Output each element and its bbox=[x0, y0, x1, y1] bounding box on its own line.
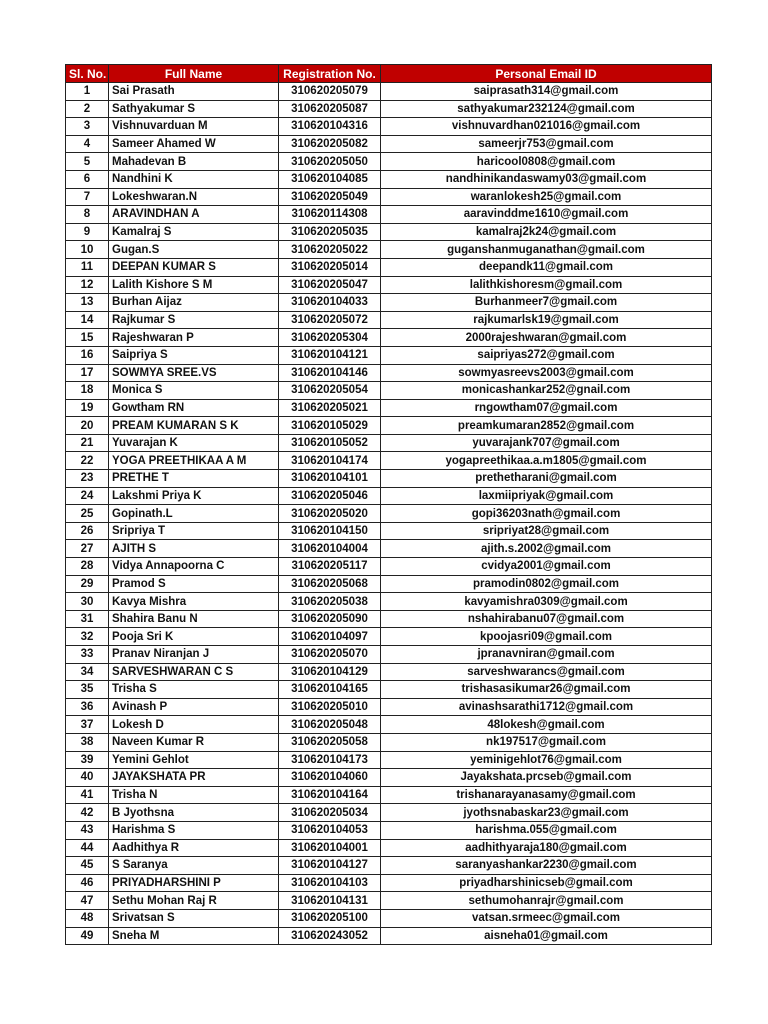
header-registration-no: Registration No. bbox=[279, 65, 381, 83]
registration-no-cell: 310620104150 bbox=[279, 522, 381, 540]
table-row bbox=[66, 100, 712, 118]
email-cell: vatsan.srmeec@gmail.com bbox=[381, 909, 712, 927]
table-row bbox=[66, 206, 712, 224]
sl-no-cell: 13 bbox=[66, 294, 109, 312]
full-name-cell: Gowtham RN bbox=[109, 399, 279, 417]
registration-no-cell: 310620205087 bbox=[279, 100, 381, 118]
sl-no-cell: 21 bbox=[66, 434, 109, 452]
full-name-cell: Rajkumar S bbox=[109, 311, 279, 329]
table-row bbox=[66, 698, 712, 716]
table-row bbox=[66, 804, 712, 822]
full-name-cell: Mahadevan B bbox=[109, 153, 279, 171]
registration-no-cell: 310620205035 bbox=[279, 223, 381, 241]
email-cell: nshahirabanu07@gmail.com bbox=[381, 610, 712, 628]
full-name-cell: Yemini Gehlot bbox=[109, 751, 279, 769]
sl-no-cell: 24 bbox=[66, 487, 109, 505]
email-cell: yuvarajank707@gmail.com bbox=[381, 434, 712, 452]
table-row bbox=[66, 118, 712, 136]
email-cell: waranlokesh25@gmail.com bbox=[381, 188, 712, 206]
email-cell: saranyashankar2230@gmail.com bbox=[381, 857, 712, 875]
sl-no-cell: 34 bbox=[66, 663, 109, 681]
table-row bbox=[66, 170, 712, 188]
email-cell: yogapreethikaa.a.m1805@gmail.com bbox=[381, 452, 712, 470]
table-row bbox=[66, 558, 712, 576]
table-row bbox=[66, 575, 712, 593]
email-cell: monicashankar252@gnail.com bbox=[381, 382, 712, 400]
sl-no-cell: 12 bbox=[66, 276, 109, 294]
registration-no-cell: 310620104085 bbox=[279, 170, 381, 188]
registration-no-cell: 310620104316 bbox=[279, 118, 381, 136]
registration-no-cell: 310620104164 bbox=[279, 786, 381, 804]
sl-no-cell: 44 bbox=[66, 839, 109, 857]
registration-no-cell: 310620104129 bbox=[279, 663, 381, 681]
sl-no-cell: 26 bbox=[66, 522, 109, 540]
sl-no-cell: 6 bbox=[66, 170, 109, 188]
sl-no-cell: 17 bbox=[66, 364, 109, 382]
registration-no-cell: 310620104131 bbox=[279, 892, 381, 910]
registration-no-cell: 310620205058 bbox=[279, 733, 381, 751]
header-email: Personal Email ID bbox=[381, 65, 712, 83]
registration-no-cell: 310620243052 bbox=[279, 927, 381, 945]
full-name-cell: Gugan.S bbox=[109, 241, 279, 259]
student-email-table bbox=[65, 64, 712, 945]
sl-no-cell: 11 bbox=[66, 258, 109, 276]
registration-no-cell: 310620205010 bbox=[279, 698, 381, 716]
registration-no-cell: 310620104033 bbox=[279, 294, 381, 312]
table-row bbox=[66, 470, 712, 488]
email-cell: harishma.055@gmail.com bbox=[381, 821, 712, 839]
full-name-cell: Sneha M bbox=[109, 927, 279, 945]
registration-no-cell: 310620104060 bbox=[279, 769, 381, 787]
table-row bbox=[66, 364, 712, 382]
table-row bbox=[66, 681, 712, 699]
registration-no-cell: 310620104165 bbox=[279, 681, 381, 699]
full-name-cell: Kavya Mishra bbox=[109, 593, 279, 611]
email-cell: aadhithyaraja180@gmail.com bbox=[381, 839, 712, 857]
email-cell: saipriyas272@gmail.com bbox=[381, 346, 712, 364]
registration-no-cell: 310620205304 bbox=[279, 329, 381, 347]
email-cell: sameerjr753@gmail.com bbox=[381, 135, 712, 153]
email-cell: sarveshwarancs@gmail.com bbox=[381, 663, 712, 681]
sl-no-cell: 23 bbox=[66, 470, 109, 488]
full-name-cell: Vishnuvarduan M bbox=[109, 118, 279, 136]
email-cell: laxmiipriyak@gmail.com bbox=[381, 487, 712, 505]
email-cell: kavyamishra0309@gmail.com bbox=[381, 593, 712, 611]
table-row bbox=[66, 646, 712, 664]
registration-no-cell: 310620104121 bbox=[279, 346, 381, 364]
table-row bbox=[66, 399, 712, 417]
sl-no-cell: 29 bbox=[66, 575, 109, 593]
table-row bbox=[66, 909, 712, 927]
sl-no-cell: 46 bbox=[66, 874, 109, 892]
table-row bbox=[66, 821, 712, 839]
registration-no-cell: 310620205048 bbox=[279, 716, 381, 734]
full-name-cell: Srivatsan S bbox=[109, 909, 279, 927]
sl-no-cell: 28 bbox=[66, 558, 109, 576]
email-cell: sowmyasreevs2003@gmail.com bbox=[381, 364, 712, 382]
full-name-cell: AJITH S bbox=[109, 540, 279, 558]
email-cell: kamalraj2k24@gmail.com bbox=[381, 223, 712, 241]
table-row bbox=[66, 311, 712, 329]
table-row bbox=[66, 540, 712, 558]
email-cell: nk197517@gmail.com bbox=[381, 733, 712, 751]
email-cell: haricool0808@gmail.com bbox=[381, 153, 712, 171]
sl-no-cell: 8 bbox=[66, 206, 109, 224]
email-cell: avinashsarathi1712@gmail.com bbox=[381, 698, 712, 716]
table-row bbox=[66, 434, 712, 452]
sl-no-cell: 35 bbox=[66, 681, 109, 699]
full-name-cell: Kamalraj S bbox=[109, 223, 279, 241]
email-cell: trishasasikumar26@gmail.com bbox=[381, 681, 712, 699]
table-row bbox=[66, 716, 712, 734]
table-row bbox=[66, 733, 712, 751]
email-cell: guganshanmuganathan@gmail.com bbox=[381, 241, 712, 259]
email-cell: cvidya2001@gmail.com bbox=[381, 558, 712, 576]
table-row bbox=[66, 593, 712, 611]
registration-no-cell: 310620205082 bbox=[279, 135, 381, 153]
table-row bbox=[66, 135, 712, 153]
sl-no-cell: 4 bbox=[66, 135, 109, 153]
full-name-cell: Pranav Niranjan J bbox=[109, 646, 279, 664]
full-name-cell: Trisha S bbox=[109, 681, 279, 699]
registration-no-cell: 310620104097 bbox=[279, 628, 381, 646]
table-row bbox=[66, 522, 712, 540]
table-row bbox=[66, 417, 712, 435]
email-cell: sripriyat28@gmail.com bbox=[381, 522, 712, 540]
sl-no-cell: 25 bbox=[66, 505, 109, 523]
full-name-cell: Aadhithya R bbox=[109, 839, 279, 857]
full-name-cell: Vidya Annapoorna C bbox=[109, 558, 279, 576]
full-name-cell: Sethu Mohan Raj R bbox=[109, 892, 279, 910]
table-row bbox=[66, 382, 712, 400]
sl-no-cell: 20 bbox=[66, 417, 109, 435]
full-name-cell: Lokesh D bbox=[109, 716, 279, 734]
registration-no-cell: 310620205049 bbox=[279, 188, 381, 206]
registration-no-cell: 310620205068 bbox=[279, 575, 381, 593]
sl-no-cell: 30 bbox=[66, 593, 109, 611]
email-cell: aisneha01@gmail.com bbox=[381, 927, 712, 945]
full-name-cell: Pooja Sri K bbox=[109, 628, 279, 646]
email-cell: preamkumaran2852@gmail.com bbox=[381, 417, 712, 435]
header-full-name: Full Name bbox=[109, 65, 279, 83]
table-row bbox=[66, 505, 712, 523]
registration-no-cell: 310620104004 bbox=[279, 540, 381, 558]
registration-no-cell: 310620205070 bbox=[279, 646, 381, 664]
full-name-cell: PRIYADHARSHINI P bbox=[109, 874, 279, 892]
email-cell: priyadharshinicseb@gmail.com bbox=[381, 874, 712, 892]
email-cell: Burhanmeer7@gmail.com bbox=[381, 294, 712, 312]
full-name-cell: SARVESHWARAN C S bbox=[109, 663, 279, 681]
full-name-cell: Gopinath.L bbox=[109, 505, 279, 523]
sl-no-cell: 31 bbox=[66, 610, 109, 628]
sl-no-cell: 22 bbox=[66, 452, 109, 470]
table-row bbox=[66, 83, 712, 101]
email-cell: deepandk11@gmail.com bbox=[381, 258, 712, 276]
registration-no-cell: 310620104127 bbox=[279, 857, 381, 875]
email-cell: trishanarayanasamy@gmail.com bbox=[381, 786, 712, 804]
email-cell: gopi36203nath@gmail.com bbox=[381, 505, 712, 523]
sl-no-cell: 40 bbox=[66, 769, 109, 787]
sl-no-cell: 2 bbox=[66, 100, 109, 118]
full-name-cell: Rajeshwaran P bbox=[109, 329, 279, 347]
sl-no-cell: 45 bbox=[66, 857, 109, 875]
full-name-cell: Sai Prasath bbox=[109, 83, 279, 101]
registration-no-cell: 310620205050 bbox=[279, 153, 381, 171]
sl-no-cell: 7 bbox=[66, 188, 109, 206]
email-cell: saiprasath314@gmail.com bbox=[381, 83, 712, 101]
email-cell: sathyakumar232124@gmail.com bbox=[381, 100, 712, 118]
registration-no-cell: 310620104053 bbox=[279, 821, 381, 839]
table-row bbox=[66, 188, 712, 206]
table-row bbox=[66, 223, 712, 241]
table-row bbox=[66, 839, 712, 857]
table-row bbox=[66, 241, 712, 259]
email-cell: rngowtham07@gmail.com bbox=[381, 399, 712, 417]
full-name-cell: Saipriya S bbox=[109, 346, 279, 364]
table-row bbox=[66, 892, 712, 910]
sl-no-cell: 27 bbox=[66, 540, 109, 558]
email-cell: rajkumarlsk19@gmail.com bbox=[381, 311, 712, 329]
registration-no-cell: 310620205038 bbox=[279, 593, 381, 611]
table-row bbox=[66, 751, 712, 769]
registration-no-cell: 310620105052 bbox=[279, 434, 381, 452]
sl-no-cell: 3 bbox=[66, 118, 109, 136]
registration-no-cell: 310620205054 bbox=[279, 382, 381, 400]
email-cell: yeminigehlot76@gmail.com bbox=[381, 751, 712, 769]
sl-no-cell: 49 bbox=[66, 927, 109, 945]
full-name-cell: Naveen Kumar R bbox=[109, 733, 279, 751]
email-cell: prethetharani@gmail.com bbox=[381, 470, 712, 488]
registration-no-cell: 310620205034 bbox=[279, 804, 381, 822]
sl-no-cell: 36 bbox=[66, 698, 109, 716]
full-name-cell: B Jyothsna bbox=[109, 804, 279, 822]
email-cell: 48lokesh@gmail.com bbox=[381, 716, 712, 734]
full-name-cell: Monica S bbox=[109, 382, 279, 400]
sl-no-cell: 14 bbox=[66, 311, 109, 329]
email-cell: Jayakshata.prcseb@gmail.com bbox=[381, 769, 712, 787]
registration-no-cell: 310620205090 bbox=[279, 610, 381, 628]
sl-no-cell: 10 bbox=[66, 241, 109, 259]
table-row bbox=[66, 153, 712, 171]
full-name-cell: Pramod S bbox=[109, 575, 279, 593]
table-row bbox=[66, 258, 712, 276]
full-name-cell: JAYAKSHATA PR bbox=[109, 769, 279, 787]
registration-no-cell: 310620205117 bbox=[279, 558, 381, 576]
sl-no-cell: 9 bbox=[66, 223, 109, 241]
full-name-cell: Shahira Banu N bbox=[109, 610, 279, 628]
sl-no-cell: 15 bbox=[66, 329, 109, 347]
table-row bbox=[66, 610, 712, 628]
table-row bbox=[66, 294, 712, 312]
registration-no-cell: 310620104173 bbox=[279, 751, 381, 769]
email-cell: kpoojasri09@gmail.com bbox=[381, 628, 712, 646]
table-row bbox=[66, 487, 712, 505]
email-cell: 2000rajeshwaran@gmail.com bbox=[381, 329, 712, 347]
sl-no-cell: 38 bbox=[66, 733, 109, 751]
sl-no-cell: 43 bbox=[66, 821, 109, 839]
registration-no-cell: 310620205047 bbox=[279, 276, 381, 294]
email-cell: sethumohanrajr@gmail.com bbox=[381, 892, 712, 910]
sl-no-cell: 18 bbox=[66, 382, 109, 400]
registration-no-cell: 310620205020 bbox=[279, 505, 381, 523]
sl-no-cell: 5 bbox=[66, 153, 109, 171]
registration-no-cell: 310620205100 bbox=[279, 909, 381, 927]
sl-no-cell: 19 bbox=[66, 399, 109, 417]
full-name-cell: Harishma S bbox=[109, 821, 279, 839]
registration-no-cell: 310620205021 bbox=[279, 399, 381, 417]
full-name-cell: Lalith Kishore S M bbox=[109, 276, 279, 294]
table-row bbox=[66, 628, 712, 646]
registration-no-cell: 310620105029 bbox=[279, 417, 381, 435]
table-row bbox=[66, 769, 712, 787]
registration-no-cell: 310620104103 bbox=[279, 874, 381, 892]
sl-no-cell: 47 bbox=[66, 892, 109, 910]
registration-no-cell: 310620104174 bbox=[279, 452, 381, 470]
full-name-cell: YOGA PREETHIKAA A M bbox=[109, 452, 279, 470]
registration-no-cell: 310620205022 bbox=[279, 241, 381, 259]
full-name-cell: Lakshmi Priya K bbox=[109, 487, 279, 505]
table-row bbox=[66, 276, 712, 294]
full-name-cell: PRETHE T bbox=[109, 470, 279, 488]
table-row bbox=[66, 927, 712, 945]
registration-no-cell: 310620104146 bbox=[279, 364, 381, 382]
full-name-cell: Trisha N bbox=[109, 786, 279, 804]
full-name-cell: PREAM KUMARAN S K bbox=[109, 417, 279, 435]
registration-no-cell: 310620205014 bbox=[279, 258, 381, 276]
sl-no-cell: 41 bbox=[66, 786, 109, 804]
registration-no-cell: 310620104101 bbox=[279, 470, 381, 488]
email-cell: aaravinddme1610@gmail.com bbox=[381, 206, 712, 224]
email-cell: lalithkishoresm@gmail.com bbox=[381, 276, 712, 294]
registration-no-cell: 310620114308 bbox=[279, 206, 381, 224]
full-name-cell: Burhan Aijaz bbox=[109, 294, 279, 312]
sl-no-cell: 48 bbox=[66, 909, 109, 927]
header-row bbox=[66, 65, 712, 83]
table-row bbox=[66, 663, 712, 681]
sl-no-cell: 1 bbox=[66, 83, 109, 101]
header-sl-no: Sl. No. bbox=[66, 65, 109, 83]
full-name-cell: Sathyakumar S bbox=[109, 100, 279, 118]
full-name-cell: ARAVINDHAN A bbox=[109, 206, 279, 224]
full-name-cell: Lokeshwaran.N bbox=[109, 188, 279, 206]
email-cell: pramodin0802@gmail.com bbox=[381, 575, 712, 593]
table-row bbox=[66, 857, 712, 875]
email-cell: vishnuvardhan021016@gmail.com bbox=[381, 118, 712, 136]
full-name-cell: Nandhini K bbox=[109, 170, 279, 188]
full-name-cell: DEEPAN KUMAR S bbox=[109, 258, 279, 276]
table-row bbox=[66, 346, 712, 364]
registration-no-cell: 310620205072 bbox=[279, 311, 381, 329]
sl-no-cell: 33 bbox=[66, 646, 109, 664]
table-row bbox=[66, 786, 712, 804]
sl-no-cell: 39 bbox=[66, 751, 109, 769]
email-cell: nandhinikandaswamy03@gmail.com bbox=[381, 170, 712, 188]
email-cell: ajith.s.2002@gmail.com bbox=[381, 540, 712, 558]
full-name-cell: SOWMYA SREE.VS bbox=[109, 364, 279, 382]
email-cell: jpranavniran@gmail.com bbox=[381, 646, 712, 664]
table-row bbox=[66, 329, 712, 347]
table-row bbox=[66, 874, 712, 892]
email-cell: jyothsnabaskar23@gmail.com bbox=[381, 804, 712, 822]
sl-no-cell: 42 bbox=[66, 804, 109, 822]
registration-no-cell: 310620104001 bbox=[279, 839, 381, 857]
sl-no-cell: 32 bbox=[66, 628, 109, 646]
full-name-cell: Yuvarajan K bbox=[109, 434, 279, 452]
full-name-cell: Sameer Ahamed W bbox=[109, 135, 279, 153]
full-name-cell: Sripriya T bbox=[109, 522, 279, 540]
sl-no-cell: 16 bbox=[66, 346, 109, 364]
table-row bbox=[66, 452, 712, 470]
full-name-cell: S Saranya bbox=[109, 857, 279, 875]
sl-no-cell: 37 bbox=[66, 716, 109, 734]
full-name-cell: Avinash P bbox=[109, 698, 279, 716]
registration-no-cell: 310620205046 bbox=[279, 487, 381, 505]
registration-no-cell: 310620205079 bbox=[279, 83, 381, 101]
